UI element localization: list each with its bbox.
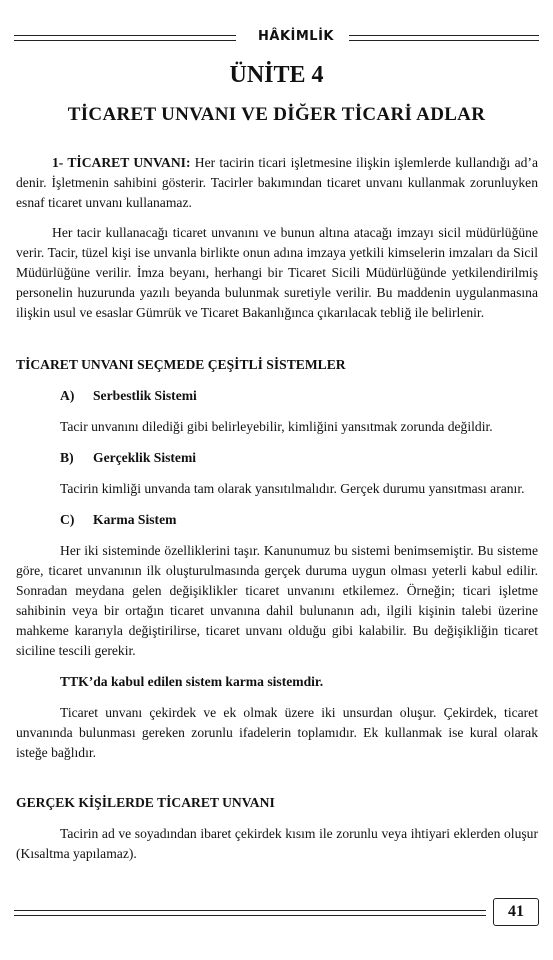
running-header [14, 30, 539, 48]
subheading-a [16, 386, 538, 406]
subheading-b [16, 448, 538, 468]
subheading-b-letter: B) [60, 450, 74, 465]
footer-rule [14, 910, 486, 916]
subheading-c [16, 510, 538, 530]
ttk-statement: TTK’da kabul edilen sistem karma sistemdir. [60, 674, 324, 689]
page-number: 41 [493, 898, 539, 926]
header-rule-right [349, 35, 539, 41]
chapter-title: TİCARET UNVANI VE DİĞER TİCARİ ADLAR [67, 104, 486, 125]
section3-heading: GERÇEK KİŞİLERDE TİCARET UNVANI [16, 795, 275, 810]
page-body [16, 153, 538, 864]
section1-paragraph1-text: Her tacirin ticari işletmesine ilişkin işlemlerde kullandığı ad’a denir. İşletmenin sahibini gösterir. Tacirler bakımından ticaret unvanı kullanmak zorunluyken esnaf ticaret unvanı kullanamaz. [16, 155, 538, 210]
running-head-title: HÂKİMLİK [258, 29, 334, 44]
section1-label: 1- TİCARET UNVANI: [52, 155, 191, 170]
subheading-b-text: Tacirin kimliği unvanda tam olarak yansıtılmalıdır. Gerçek durumu yansıtması aranır. [60, 481, 525, 496]
header-rule-left [14, 35, 236, 41]
section1-paragraph2: Her tacir kullanacağı ticaret unvanını ve bunun altına atacağı imzayı sicil müdürlüğüne verir. Tacir, tüzel kişi ise unvanla birlikte onun adına imzaya yetkili kimselerin imzaları da Sicil Müdürlüğüne verilir. İmza beyanı, herhangi bir Ticaret Sicili Müdürlüğünde yetkilendirilmiş personelin huzurunda yazılı beyanda bulunmak suretiyle verilir. Bu maddenin uygulanmasına ilişkin usul ve esaslar Gümrük ve Ticaret Bakanlığınca çıkarılacak tebliğ ile belirlenir. [16, 225, 538, 320]
subheading-a-text: Tacir unvanını dilediği gibi belirleyebilir, kimliğini yansıtmak zorunda değildir. [60, 419, 493, 434]
subheading-c-title: Karma Sistem [93, 512, 177, 527]
section2-heading: TİCARET UNVANI SEÇMEDE ÇEŞİTLİ SİSTEMLER [16, 357, 346, 372]
subheading-c-text: Her iki sisteminde özelliklerini taşır. Kanunumuz bu sistemi benimsemiştir. Bu sisteme göre, ticaret unvanının ilk oluşturulmasında gerçek duruma uygun olması yeterli kabul edilir. Sonradan meydana gelen değişiklikler ticaret unvanını etkilemez. Örneğin; ticari işletme sahibinin veya bir ortağın ticaret unvanına dahil bulunanın adı, ilgili kişinin talebi üzerine mahkeme kararıyla değiştirilirse, ticaret unvanı olduğu gibi kalabilir. Bu değişikliğin ticaret siciline tescili gerekir. [16, 543, 538, 658]
section3-text: Tacirin ad ve soyadından ibaret çekirdek kısım ile zorunlu veya ihtiyari eklerden oluşur (Kısaltma yapılamaz). [16, 826, 538, 861]
subheading-a-title: Serbestlik Sistemi [93, 388, 197, 403]
subheading-c-letter: C) [60, 512, 75, 527]
subheading-b-title: Gerçeklik Sistemi [93, 450, 197, 465]
unit-title: ÜNİTE 4 [229, 62, 324, 88]
subheading-a-letter: A) [60, 388, 75, 403]
section1-paragraph1 [16, 153, 538, 213]
page-footer [14, 898, 539, 928]
ttk-text: Ticaret unvanı çekirdek ve ek olmak üzere iki unsurdan oluşur. Çekirdek, ticaret unvanında bulunması gereken zorunlu ifadelerin toplamıdır. Ek kullanmak ise kural olarak isteğe bağlıdır. [16, 705, 538, 760]
